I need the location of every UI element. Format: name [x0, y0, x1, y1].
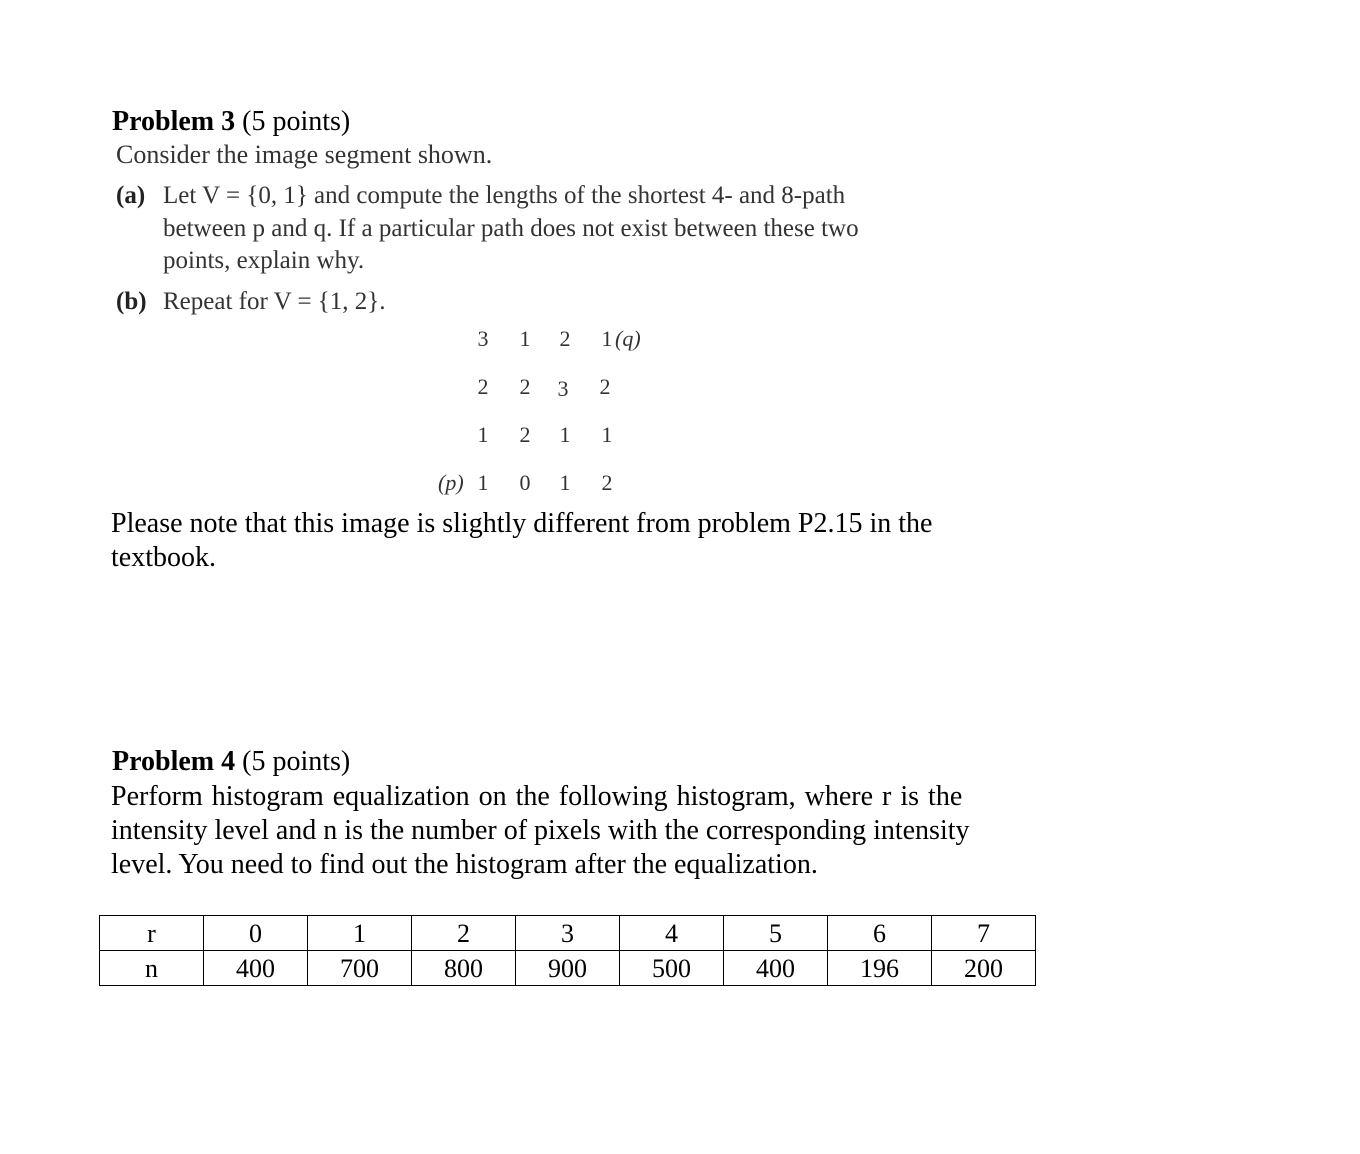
problem-4-line-2: intensity level and n is the number of pixels with the corresponding intensity — [111, 815, 970, 846]
table-cell: 1 — [308, 916, 412, 951]
grid-cell: 3 — [477, 326, 489, 351]
table-cell: 400 — [724, 951, 828, 986]
table-cell: 2 — [412, 916, 516, 951]
grid-cell: 1 — [601, 326, 613, 351]
table-cell: 200 — [932, 951, 1036, 986]
grid-cell: 1 — [519, 326, 531, 351]
grid-cell: 2 — [559, 326, 571, 351]
table-row-r — [100, 916, 1036, 951]
table-cell: 700 — [308, 951, 412, 986]
row-label-n: n — [100, 951, 204, 986]
problem-4-line-1: Perform histogram equalization on the following histogram, where r is the — [111, 781, 963, 812]
part-b-label-text: (b) — [116, 288, 147, 315]
table-cell: 800 — [412, 951, 516, 986]
part-a-line-2: between p and q. If a particular path does not exist between these two — [163, 215, 859, 242]
grid-cell: 2 — [519, 374, 531, 399]
part-a-label — [116, 182, 145, 210]
part-b-text: Repeat for V = {1, 2}. — [163, 288, 386, 315]
table-cell: 196 — [828, 951, 932, 986]
problem-4-line-3: level. You need to find out the histogram after the equalization. — [111, 849, 818, 880]
table-cell: 400 — [204, 951, 308, 986]
histogram-table — [99, 915, 1036, 986]
table-row-n — [100, 951, 1036, 986]
problem-3-heading-bold: Problem 3 — [112, 106, 236, 137]
problem-3-note-line-2: textbook. — [111, 542, 216, 573]
grid-cell: 0 — [519, 470, 531, 495]
p-label — [438, 470, 464, 496]
table-cell: 4 — [620, 916, 724, 951]
grid-cell: 1 — [601, 422, 613, 447]
table-cell: 3 — [516, 916, 620, 951]
table-cell: 6 — [828, 916, 932, 951]
grid-cell: 1 — [477, 470, 489, 495]
grid-cell: 2 — [599, 374, 611, 399]
row-label-r: r — [100, 916, 204, 951]
grid-cell: 2 — [477, 374, 489, 399]
grid-cell: 3 — [557, 376, 569, 401]
table-cell: 0 — [204, 916, 308, 951]
grid-cell: 1 — [559, 470, 571, 495]
problem-4-heading — [112, 746, 350, 778]
table-cell: 500 — [620, 951, 724, 986]
q-label — [615, 326, 641, 352]
table-cell: 900 — [516, 951, 620, 986]
table-cell: 7 — [932, 916, 1036, 951]
part-a-line-1: Let V = {0, 1} and compute the lengths of the shortest 4- and 8-path — [163, 182, 846, 209]
problem-4-heading-bold: Problem 4 — [112, 746, 236, 777]
q-label-text: (q) — [615, 326, 641, 351]
part-a-line-3: points, explain why. — [163, 247, 365, 274]
problem-3-heading — [112, 106, 350, 138]
problem-3-intro: Consider the image segment shown. — [116, 140, 493, 169]
p-label-text: (p) — [438, 470, 464, 495]
problem-4-points: (5 points) — [242, 746, 351, 777]
part-b-label — [116, 288, 147, 316]
grid-cell: 1 — [477, 422, 489, 447]
problem-3-note-line-1: Please note that this image is slightly different from problem P2.15 in the — [111, 508, 933, 539]
grid-cell: 2 — [519, 422, 531, 447]
problem-3-points: (5 points) — [242, 106, 351, 137]
part-a-label-text: (a) — [116, 182, 146, 209]
grid-cell: 1 — [559, 422, 571, 447]
table-cell: 5 — [724, 916, 828, 951]
grid-cell: 2 — [601, 470, 613, 495]
